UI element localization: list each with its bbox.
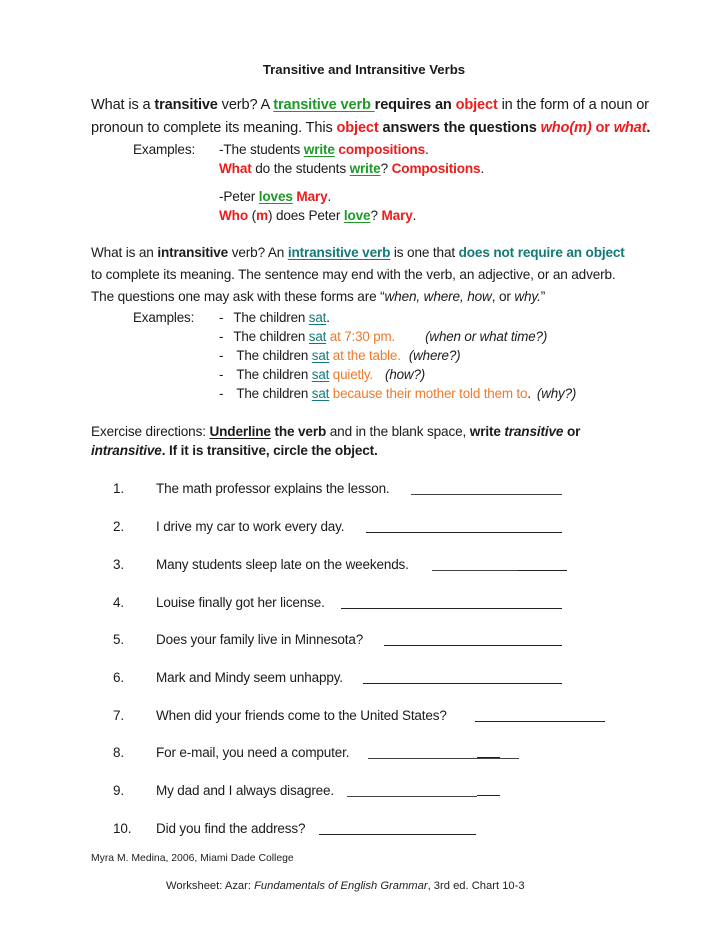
answer-blank-5[interactable] bbox=[384, 645, 562, 646]
intransitive-example-1: - The children sat. bbox=[219, 310, 330, 325]
intransitive-example-2: - The children sat at 7:30 pm. (when or what time?) bbox=[219, 329, 548, 344]
transitive-definition-line-2: pronoun to complete its meaning. This object answers the questions who(m) or what. bbox=[91, 120, 651, 136]
exercise-directions-line-2: intransitive. If it is transitive, circle the object. bbox=[91, 443, 378, 458]
intransitive-example-3: - The children sat at the table. (where?) bbox=[219, 348, 461, 363]
answer-blank-2[interactable] bbox=[366, 532, 562, 533]
transitive-example-1b: What do the students write? Compositions. bbox=[219, 161, 485, 176]
answer-blank-3-extension[interactable] bbox=[518, 570, 567, 571]
exercise-sentence: Many students sleep late on the weekends. bbox=[156, 557, 409, 572]
intransitive-definition-line-2: to complete its meaning. The sentence may end with the verb, an adjective, or an adverb. bbox=[91, 267, 616, 282]
exercise-sentence: Does your family live in Minnesota? bbox=[156, 632, 364, 647]
page-title: Transitive and Intransitive Verbs bbox=[262, 62, 466, 77]
answer-blank-3[interactable] bbox=[432, 570, 518, 571]
transitive-example-1a: -The students write compositions. bbox=[219, 142, 429, 157]
exercise-sentence: The math professor explains the lesson. bbox=[156, 481, 390, 496]
exercise-number: 5. bbox=[113, 632, 124, 647]
intransitive-example-5: - The children sat because their mother told them to. (why?) bbox=[219, 386, 577, 401]
exercise-number: 8. bbox=[113, 745, 124, 760]
exercise-sentence: Louise finally got her license. bbox=[156, 595, 325, 610]
exercise-sentence: I drive my car to work every day. bbox=[156, 519, 345, 534]
answer-blank-1[interactable] bbox=[411, 494, 562, 495]
exercise-number: 6. bbox=[113, 670, 124, 685]
answer-blank-10[interactable] bbox=[319, 834, 476, 835]
transitive-definition-line-1: What is a transitive verb? A transitive verb requires an object in the form of a noun or bbox=[91, 97, 649, 113]
answer-blank-9[interactable] bbox=[347, 796, 477, 797]
exercise-sentence: For e-mail, you need a computer. bbox=[156, 745, 350, 760]
intransitive-examples-label: Examples: bbox=[133, 310, 195, 325]
exercise-number: 4. bbox=[113, 595, 124, 610]
intransitive-definition-line-1: What is an intransitive verb? An intransitive verb is one that does not require an object bbox=[91, 245, 625, 260]
transitive-example-2a: -Peter loves Mary. bbox=[219, 189, 332, 204]
exercise-sentence: Did you find the address? bbox=[156, 821, 306, 836]
exercise-number: 3. bbox=[113, 557, 124, 572]
intransitive-verb-term: intransitive verb bbox=[287, 245, 391, 260]
answer-blank-8[interactable] bbox=[368, 758, 519, 759]
transitive-example-2b: Who (m) does Peter love? Mary. bbox=[219, 208, 417, 223]
exercise-sentence: My dad and I always disagree. bbox=[156, 783, 334, 798]
answer-blank-8-extension[interactable] bbox=[477, 757, 500, 758]
object-term: object bbox=[455, 97, 498, 113]
exercise-directions-line-1: Exercise directions: Underline the verb and in the blank space, write transitive or bbox=[91, 424, 581, 439]
answer-blank-7[interactable] bbox=[475, 721, 605, 722]
answer-blank-4[interactable] bbox=[341, 608, 562, 609]
answer-blank-6[interactable] bbox=[363, 683, 562, 684]
source-citation: Worksheet: Azar: Fundamentals of English Grammar, 3rd ed. Chart 10-3 bbox=[166, 880, 525, 892]
exercise-number: 1. bbox=[113, 481, 124, 496]
intransitive-example-4: - The children sat quietly. (how?) bbox=[219, 367, 426, 382]
author-credit: Myra M. Medina, 2006, Miami Dade College bbox=[91, 853, 294, 864]
intransitive-definition-line-3: The questions one may ask with these forms are “when, where, how, or why.” bbox=[91, 289, 546, 304]
exercise-number: 9. bbox=[113, 783, 124, 798]
exercise-number: 2. bbox=[113, 519, 124, 534]
exercise-sentence: When did your friends come to the United States? bbox=[156, 708, 447, 723]
transitive-verb-term: transitive verb bbox=[273, 97, 375, 113]
exercise-number: 10. bbox=[113, 821, 132, 836]
exercise-sentence: Mark and Mindy seem unhappy. bbox=[156, 670, 343, 685]
transitive-examples-label: Examples: bbox=[133, 142, 196, 157]
answer-blank-9-extension[interactable] bbox=[477, 795, 500, 796]
exercise-number: 7. bbox=[113, 708, 124, 723]
